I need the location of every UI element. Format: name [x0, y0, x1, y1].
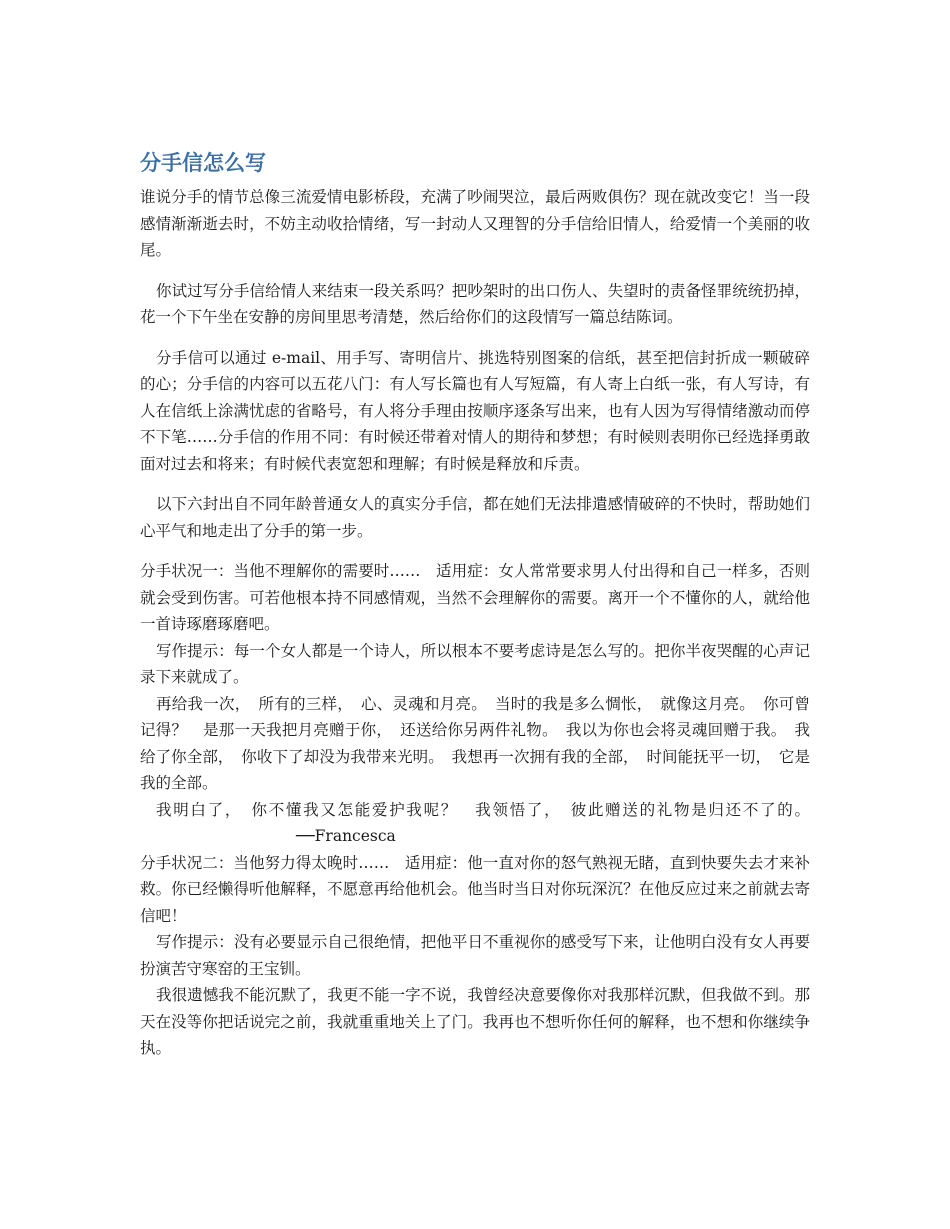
case-1-poem-stanza-2-text: 我明白了， 你不懂我又怎能爱护我呢？ 我领悟了， 彼此赠送的礼物是归还不了的。	[156, 800, 810, 819]
page-title: 分手信怎么写	[140, 151, 266, 175]
intro-paragraph: 谁说分手的情节总像三流爱情电影桥段，充满了吵闹哭泣，最后两败俱伤？现在就改变它！当一段感情渐渐逝去时，不妨主动收拾情绪，写一封动人又理智的分手信给旧情人，给爱情一个美丽的收尾。	[140, 188, 810, 259]
case-2-writing-tip: 写作提示：没有必要显示自己很绝情，把他平日不重视你的感受写下来，让他明白没有女人再要扮演苦守寒窑的王宝钏。	[140, 933, 810, 978]
case-2-description: 分手状况二：当他努力得太晚时…… 适用症：他一直对你的怒气熟视无睹，直到快要失去才来补救。你已经懒得听他解释，不愿意再给他机会。他当时当日对你玩深沉？在他反应过来之前就去寄信吧！	[140, 853, 810, 925]
case-1-writing-tip: 写作提示：每一个女人都是一个诗人，所以根本不要考虑诗是怎么写的。把你半夜哭醒的心声记录下来就成了。	[140, 641, 810, 686]
paragraph-2: 你试过写分手信给情人来结束一段关系吗？把吵架时的出口伤人、失望时的责备怪罪统统扔掉，花一个下午坐在安静的房间里思考清楚，然后给你们的这段情写一篇总结陈词。	[140, 281, 810, 326]
case-1-poem-stanza-2	[140, 797, 810, 850]
paragraph-3: 分手信可以通过 e-mail、用手写、寄明信片、挑选特别图案的信纸，甚至把信封折成一颗破碎的心；分手信的内容可以五花八门：有人写长篇也有人写短篇，有人寄上白纸一张，有人写诗，有人在信纸上涂满忧虑的省略号，有人将分手理由按顺序逐条写出来，也有人因为写得情绪激动而停不下笔……分手信的作用不同：有时候还带着对情人的期待和梦想；有时候则表明你已经选择勇敢面对过去和将来；有时候代表宽恕和理解；有时候是释放和斥责。	[140, 348, 810, 473]
case-1-poem-stanza-1: 再给我一次， 所有的三样， 心、灵魂和月亮。 当时的我是多么惆怅， 就像这月亮。 你可曾记得？ 是那一天我把月亮赠于你， 还送给你另两件礼物。 我以为你也会将灵魂回赠于我。 我给了你全部， 你收下了却没为我带来光明。 我想再一次拥有我的全部， 时间能抚平一切， 它是我的全部。	[140, 694, 810, 792]
paragraph-4: 以下六封出自不同年龄普通女人的真实分手信，都在她们无法排遣感情破碎的不快时，帮助她们心平气和地走出了分手的第一步。	[140, 495, 810, 540]
signature: ──Francesca	[296, 827, 396, 845]
document-page	[140, 148, 810, 1062]
case-1-description: 分手状况一：当他不理解你的需要时…… 适用症：女人常常要求男人付出得和自己一样多，否则就会受到伤害。可若他根本持不同感情观，当然不会理解你的需要。离开一个不懂你的人，就给他一首诗琢磨琢磨吧。	[140, 562, 810, 633]
case-2-letter: 我很遗憾我不能沉默了，我更不能一字不说，我曾经决意要像你对我那样沉默，但我做不到。那天在没等你把话说完之前，我就重重地关上了门。我再也不想听你任何的解释，也不想和你继续争执。	[140, 986, 810, 1057]
